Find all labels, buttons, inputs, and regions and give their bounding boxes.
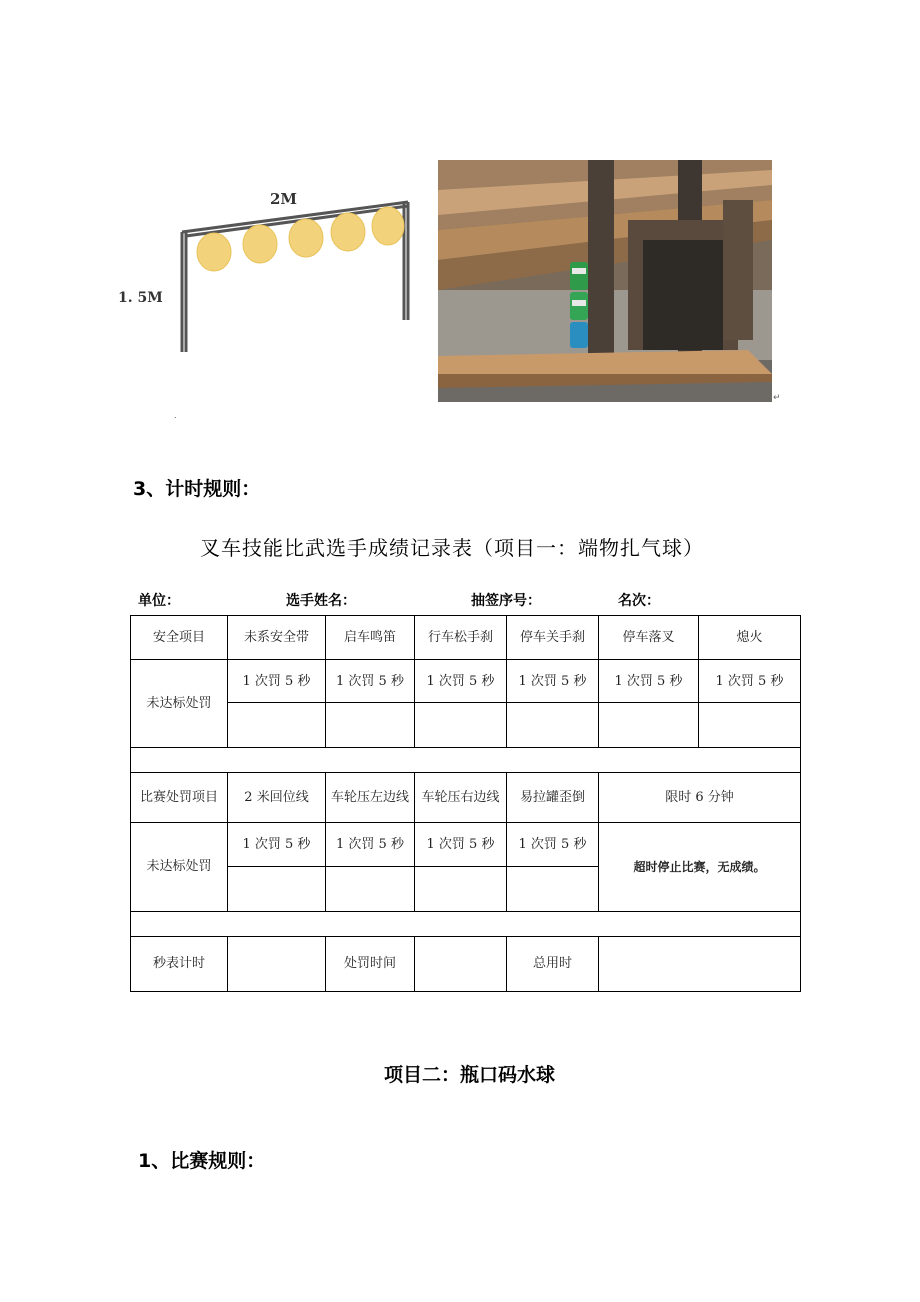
table-cell bbox=[415, 867, 507, 912]
table-cell bbox=[507, 703, 599, 748]
table-cell: 1 次罚 5 秒 bbox=[599, 660, 699, 703]
table-row-spacer bbox=[131, 912, 801, 937]
table-cell bbox=[599, 703, 699, 748]
table-row bbox=[131, 937, 801, 992]
forklift-photo bbox=[438, 160, 772, 402]
table-cell: 处罚时间 bbox=[326, 937, 415, 992]
table-cell: 2 米回位线 bbox=[228, 773, 326, 823]
table-cell bbox=[228, 937, 326, 992]
table-cell: 限时 6 分钟 bbox=[599, 773, 801, 823]
table-cell: 未达标处罚 bbox=[131, 823, 228, 912]
table-cell: 1 次罚 5 秒 bbox=[507, 823, 599, 867]
table-cell bbox=[415, 937, 507, 992]
table-cell: 启车鸣笛 bbox=[326, 616, 415, 660]
table-cell: 熄火 bbox=[699, 616, 801, 660]
score-record-table bbox=[130, 615, 801, 992]
table-cell bbox=[228, 703, 326, 748]
dot-mark: . bbox=[174, 411, 177, 420]
table-cell bbox=[507, 867, 599, 912]
table-cell: 1 次罚 5 秒 bbox=[699, 660, 801, 703]
table-cell: 1 次罚 5 秒 bbox=[415, 823, 507, 867]
table-cell bbox=[326, 867, 415, 912]
table-cell: 车轮压左边线 bbox=[326, 773, 415, 823]
table-cell bbox=[131, 748, 801, 773]
table-cell bbox=[599, 937, 801, 992]
table-cell bbox=[228, 867, 326, 912]
paragraph-mark: ↵ bbox=[773, 393, 781, 403]
table-row bbox=[131, 773, 801, 823]
table-cell: 车轮压右边线 bbox=[415, 773, 507, 823]
table-cell: 安全项目 bbox=[131, 616, 228, 660]
meta-player-name-label: 选手姓名： bbox=[286, 593, 356, 609]
table-cell: 1 次罚 5 秒 bbox=[507, 660, 599, 703]
table-cell: 未系安全带 bbox=[228, 616, 326, 660]
overtime-note-cell: 超时停止比赛，无成绩。 bbox=[599, 823, 801, 912]
table-cell: 1 次罚 5 秒 bbox=[326, 823, 415, 867]
table-cell bbox=[326, 703, 415, 748]
table-row bbox=[131, 703, 801, 748]
section-heading-match-rules: 1、比赛规则： bbox=[138, 1150, 266, 1172]
section-heading-timing-rules: 3、计时规则： bbox=[133, 478, 261, 500]
table-row bbox=[131, 616, 801, 660]
table-title: 叉车技能比武选手成绩记录表（项目一：端物扎气球） bbox=[200, 536, 704, 560]
meta-unit-label: 单位： bbox=[138, 593, 180, 609]
table-row bbox=[131, 823, 801, 867]
table-cell: 易拉罐歪倒 bbox=[507, 773, 599, 823]
table-cell: 停车关手刹 bbox=[507, 616, 599, 660]
table-cell: 1 次罚 5 秒 bbox=[228, 660, 326, 703]
table-cell bbox=[131, 912, 801, 937]
table-cell bbox=[415, 703, 507, 748]
height-label: 1. 5M bbox=[118, 290, 163, 306]
meta-draw-number-label: 抽签序号： bbox=[471, 593, 541, 609]
table-cell: 1 次罚 5 秒 bbox=[228, 823, 326, 867]
table-cell bbox=[699, 703, 801, 748]
table-cell: 秒表计时 bbox=[131, 937, 228, 992]
table-cell: 停车落叉 bbox=[599, 616, 699, 660]
meta-rank-label: 名次： bbox=[618, 593, 660, 609]
table-cell: 行车松手刹 bbox=[415, 616, 507, 660]
table-row bbox=[131, 660, 801, 703]
width-label: 2M bbox=[270, 190, 298, 208]
project2-title: 项目二：瓶口码水球 bbox=[384, 1064, 556, 1086]
table-cell: 总用时 bbox=[507, 937, 599, 992]
table-cell: 1 次罚 5 秒 bbox=[326, 660, 415, 703]
table-row-spacer bbox=[131, 748, 801, 773]
balloon-frame-diagram bbox=[110, 180, 420, 430]
table-cell: 未达标处罚 bbox=[131, 660, 228, 748]
table-cell: 1 次罚 5 秒 bbox=[415, 660, 507, 703]
table-cell: 比赛处罚项目 bbox=[131, 773, 228, 823]
